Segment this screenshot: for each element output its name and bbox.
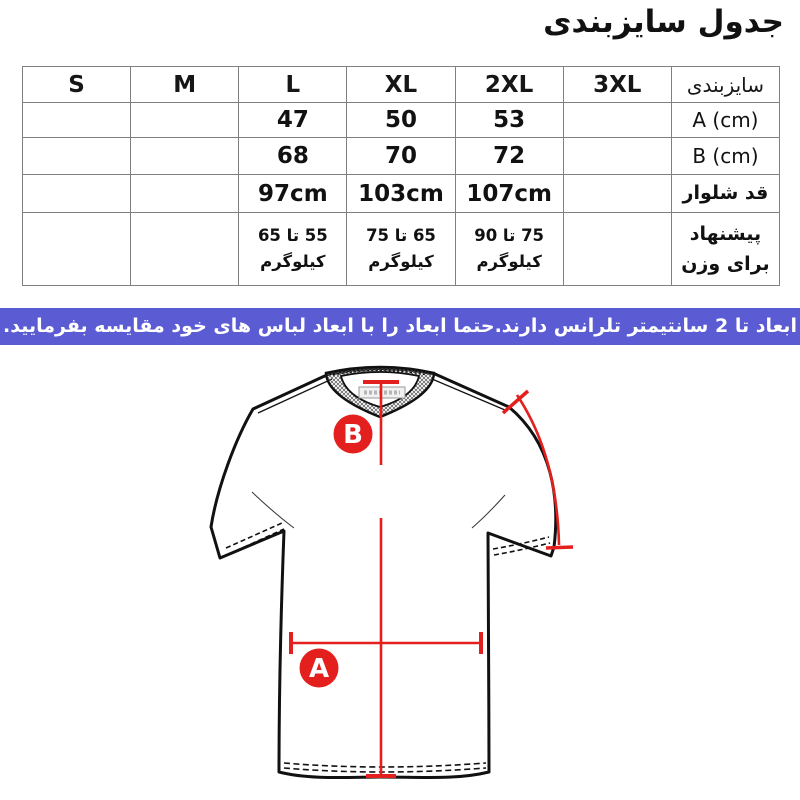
row-label-weight: پیشنهاد برای وزن xyxy=(671,213,779,286)
column-header-xl: XL xyxy=(347,67,455,103)
cell-weight-xl: 65 تا 75 کیلوگرم xyxy=(347,213,455,286)
table-row-weight xyxy=(23,213,780,286)
cell-weight-s xyxy=(23,213,131,286)
cell-a-s xyxy=(23,103,131,138)
cell-weight-l: 55 تا 65 کیلوگرم xyxy=(239,213,347,286)
marker-b-label: B xyxy=(343,420,363,450)
column-header-sizing: سایزبندی xyxy=(671,67,779,103)
table-row-pants-length xyxy=(23,175,780,213)
cell-pants-l: 97cm xyxy=(239,175,347,213)
sleeve-measure-top-tick xyxy=(503,391,528,413)
column-header-3xl: 3XL xyxy=(563,67,671,103)
cell-b-l: 68 xyxy=(239,138,347,175)
cell-b-s xyxy=(23,138,131,175)
cell-weight-3xl xyxy=(563,213,671,286)
cell-pants-3xl xyxy=(563,175,671,213)
cell-pants-m xyxy=(131,175,239,213)
cell-weight-2xl: 75 تا 90 کیلوگرم xyxy=(455,213,563,286)
cell-pants-xl: 103cm xyxy=(347,175,455,213)
cell-a-xl: 50 xyxy=(347,103,455,138)
table-row-a xyxy=(23,103,780,138)
tshirt-outline xyxy=(211,369,556,778)
cell-b-2xl: 72 xyxy=(455,138,563,175)
row-label-a: A (cm) xyxy=(671,103,779,138)
cell-weight-m xyxy=(131,213,239,286)
sleeve-measure-bottom-tick xyxy=(546,547,573,548)
row-label-pants-length: قد شلوار xyxy=(671,175,779,213)
table-row-b xyxy=(23,138,780,175)
cell-a-3xl xyxy=(563,103,671,138)
column-header-l: L xyxy=(239,67,347,103)
cell-a-l: 47 xyxy=(239,103,347,138)
tshirt-diagram-svg xyxy=(0,350,800,800)
cell-b-3xl xyxy=(563,138,671,175)
column-header-s: S xyxy=(23,67,131,103)
cell-pants-s xyxy=(23,175,131,213)
size-table xyxy=(22,66,780,286)
tshirt-measurement-diagram xyxy=(0,350,800,800)
cell-b-xl: 70 xyxy=(347,138,455,175)
column-header-2xl: 2XL xyxy=(455,67,563,103)
cell-a-2xl: 53 xyxy=(455,103,563,138)
marker-a-label: A xyxy=(308,654,330,684)
row-label-b: B (cm) xyxy=(671,138,779,175)
column-header-m: M xyxy=(131,67,239,103)
tolerance-notice-banner: ابعاد تا 2 سانتیمتر تلرانس دارند.حتما ابعاد را با ابعاد لباس های خود مقایسه بفرمایید. xyxy=(0,308,800,345)
cell-a-m xyxy=(131,103,239,138)
cell-b-m xyxy=(131,138,239,175)
table-header-row xyxy=(23,67,780,103)
cell-pants-2xl: 107cm xyxy=(455,175,563,213)
page-title: جدول سایزبندی xyxy=(543,4,784,40)
